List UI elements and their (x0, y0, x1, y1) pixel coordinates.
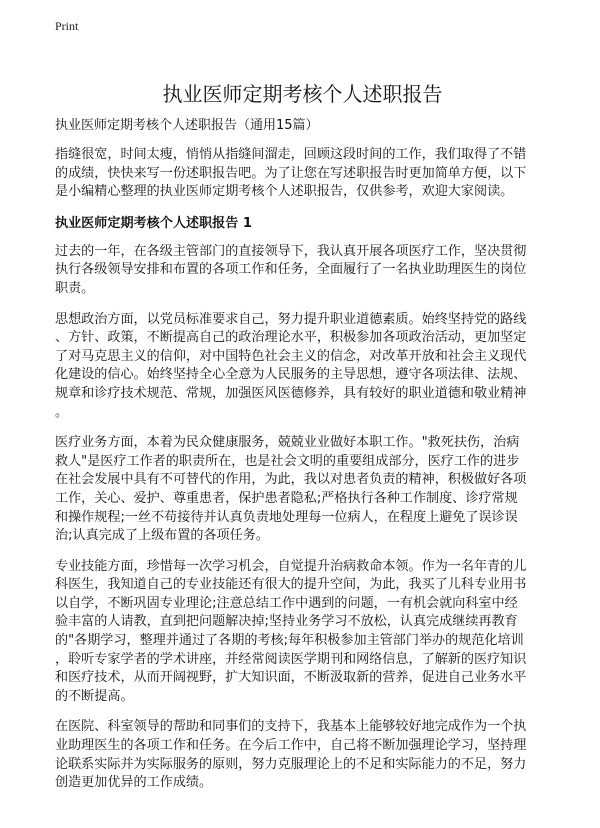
report-paragraphs (55, 243, 550, 793)
text-line: 的成绩，快快来写一份述职报告吧。为了让您在写述职报告时更加简单方便，以下 (55, 165, 527, 181)
text-line: 业助理医生的各项工作和任务。在今后工作中，自己将不断加强理论学习，坚持理 (55, 738, 527, 754)
page-title: 执业医师定期考核个人述职报告 (162, 82, 443, 106)
text-line: 、方针、政策，不断提高自己的政治理论水平，积极参加各项政治活动，更加坚定 (55, 330, 527, 346)
text-line: 工作，关心、爱护、尊重患者，保护患者隐私;严格执行各种工作制度、诊疗常规 (55, 490, 518, 506)
text-line: 和操作规程;一丝不苟接待并认真负责地处理每一位病人，在程度上避免了误诊误 (55, 509, 518, 525)
body-paragraph (55, 558, 550, 707)
text-line: 救人"是医疗工作者的职责所在，也是社会文明的重要组成部分，医疗工作的进步 (55, 453, 520, 469)
text-line: 的不断提高。 (55, 688, 134, 704)
document-subtitle: 执业医师定期考核个人述职报告（通用15篇） (55, 118, 319, 133)
text-line: 化建设的信心。始终坚持全心全意为人民服务的主导思想，遵守各项法律、法规、 (55, 367, 527, 383)
text-line: 医疗业务方面，本着为民众健康服务，兢兢业业做好本职工作。"救死扶伤，治病 (55, 435, 520, 451)
text-line: 论联系实际并为实际服务的原则，努力克服理论上的不足和实际能力的不足，努力 (55, 756, 527, 772)
intro-paragraph (55, 146, 550, 202)
text-line: 和医疗技术，从而开阔视野，扩大知识面，不断汲取新的营养，促进自己业务水平 (55, 670, 527, 686)
text-line: 验丰富的人请教，直到把问题解决掉;坚持业务学习不放松，认真完成继续再教育 (55, 614, 518, 630)
text-line: 职责。 (55, 280, 95, 296)
text-line: 的"各期学习，整理并通过了各期的考核;每年积极参加主管部门举办的规范化培训 (55, 633, 524, 649)
text-line: 了对马克思主义的信仰，对中国特色社会主义的信念，对改革开放和社会主义现代 (55, 348, 527, 364)
document-body (55, 80, 550, 805)
text-line: ，聆听专家学者的学术讲座，并经常阅读医学期刊和网络信息，了解新的医疗知识 (55, 651, 527, 667)
text-line: 创造更加优异的工作成绩。 (55, 775, 213, 791)
text-line: 专业技能方面，珍惜每一次学习机会，自觉提升治病救命本领。作为一名年青的儿 (55, 558, 527, 574)
text-line: 是小编精心整理的执业医师定期考核个人述职报告，仅供参考，欢迎大家阅读。 (55, 184, 514, 200)
text-line: 执行各级领导安排和布置的各项工作和任务，全面履行了一名执业助理医生的岗位 (55, 262, 527, 278)
text-line: 。 (55, 404, 69, 420)
text-line: 治;认真完成了上级布置的各项任务。 (55, 528, 269, 544)
body-paragraph (55, 243, 550, 299)
text-line: 以自学，不断巩固专业理论;注意总结工作中遇到的问题，一有机会就向科室中经 (55, 595, 518, 611)
text-line: 在医院、科室领导的帮助和同事们的支持下，我基本上能够较好地完成作为一个执 (55, 719, 527, 735)
body-paragraph (55, 434, 550, 546)
print-link[interactable]: Print (55, 19, 79, 33)
text-line: 过去的一年，在各级主管部门的直接领导下，我认真开展各项医疗工作，坚决贯彻 (55, 243, 527, 259)
text-line: 思想政治方面，以党员标准要求自己，努力提升职业道德素质。始终坚持党的路线 (55, 311, 527, 327)
body-paragraph (55, 311, 550, 423)
section-heading: 执业医师定期考核个人述职报告 1 (55, 215, 252, 231)
body-paragraph (55, 718, 550, 792)
text-line: 规章和诊疗技术规范、常规，加强医风医德修养，具有较好的职业道德和敬业精神 (55, 385, 527, 401)
text-line: 科医生，我知道自己的专业技能还有很大的提升空间，为此，我买了儿科专业用书 (55, 577, 527, 593)
text-line: 指缝很宽，时间太瘦，悄悄从指缝间溜走，回顾这段时间的工作，我们取得了不错 (55, 147, 527, 162)
text-line: 在社会发展中具有不可替代的作用，为此，我以对患者负责的精神，积极做好各项 (55, 472, 527, 488)
